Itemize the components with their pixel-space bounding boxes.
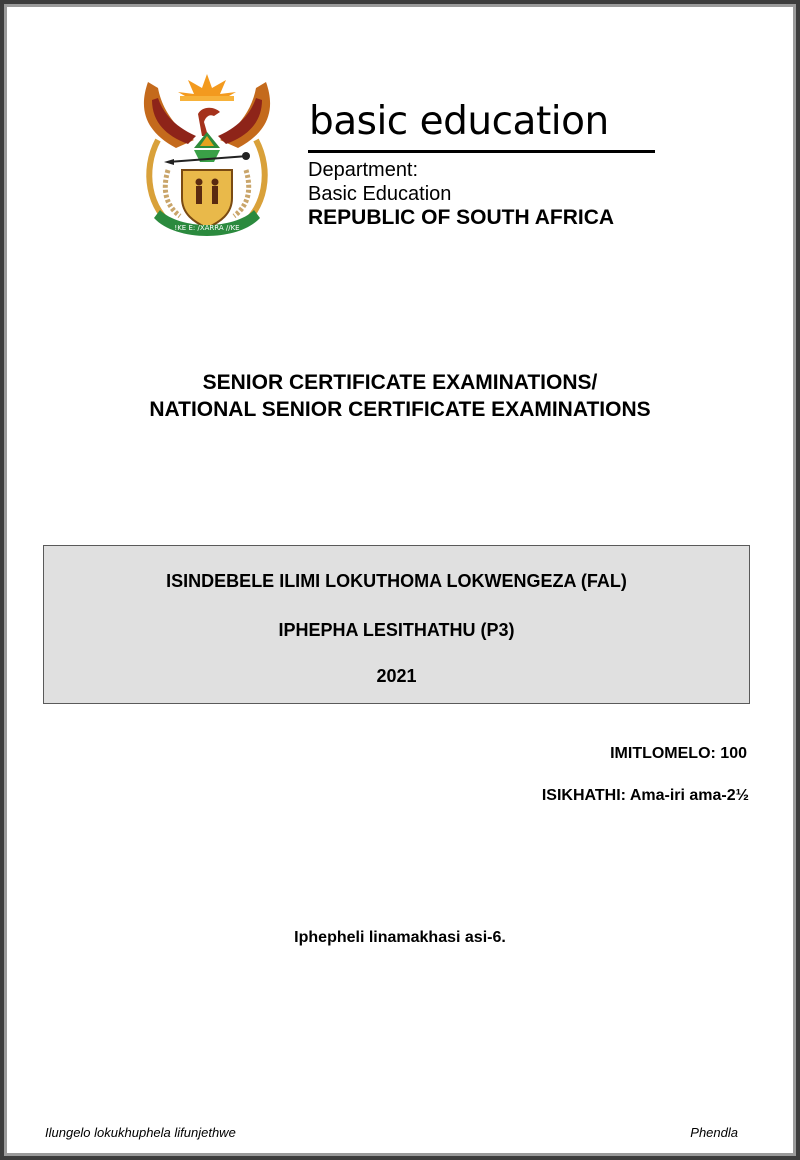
brand-name: basic education bbox=[309, 99, 609, 144]
brand-underline bbox=[308, 150, 655, 153]
total-marks: IMITLOMELO: 100 bbox=[610, 745, 747, 762]
subject-name: ISINDEBELE ILIMI LOKUTHOMA LOKWENGEZA (FAL) bbox=[166, 571, 627, 591]
department-logo bbox=[308, 99, 615, 229]
exam-title-line-1: SENIOR CERTIFICATE EXAMINATIONS/ bbox=[202, 371, 598, 394]
svg-text:!KE E: /XARRA //KE: !KE E: /XARRA //KE bbox=[174, 224, 240, 232]
exam-title-line-2: NATIONAL SENIOR CERTIFICATE EXAMINATIONS bbox=[149, 398, 651, 421]
subject-box bbox=[43, 545, 750, 704]
page-count-note: Iphepheli linamakhasi asi-6. bbox=[294, 929, 506, 946]
exam-title bbox=[0, 369, 800, 423]
department-label: Department: bbox=[308, 159, 419, 181]
exam-duration: ISIKHATHI: Ama-iri ama-2½ bbox=[541, 787, 749, 804]
department-block bbox=[308, 158, 614, 230]
copyright-notice: Ilungelo lokukhuphela lifunjethwe bbox=[45, 1125, 236, 1140]
country-name: REPUBLIC OF SOUTH AFRICA bbox=[308, 206, 615, 229]
turn-over-note: Phendla bbox=[690, 1125, 738, 1140]
exam-year: 2021 bbox=[376, 666, 417, 686]
coat-of-arms-icon bbox=[136, 70, 278, 245]
paper-number: IPHEPHA LESITHATHU (P3) bbox=[278, 620, 515, 640]
department-name: Basic Education bbox=[308, 183, 452, 205]
